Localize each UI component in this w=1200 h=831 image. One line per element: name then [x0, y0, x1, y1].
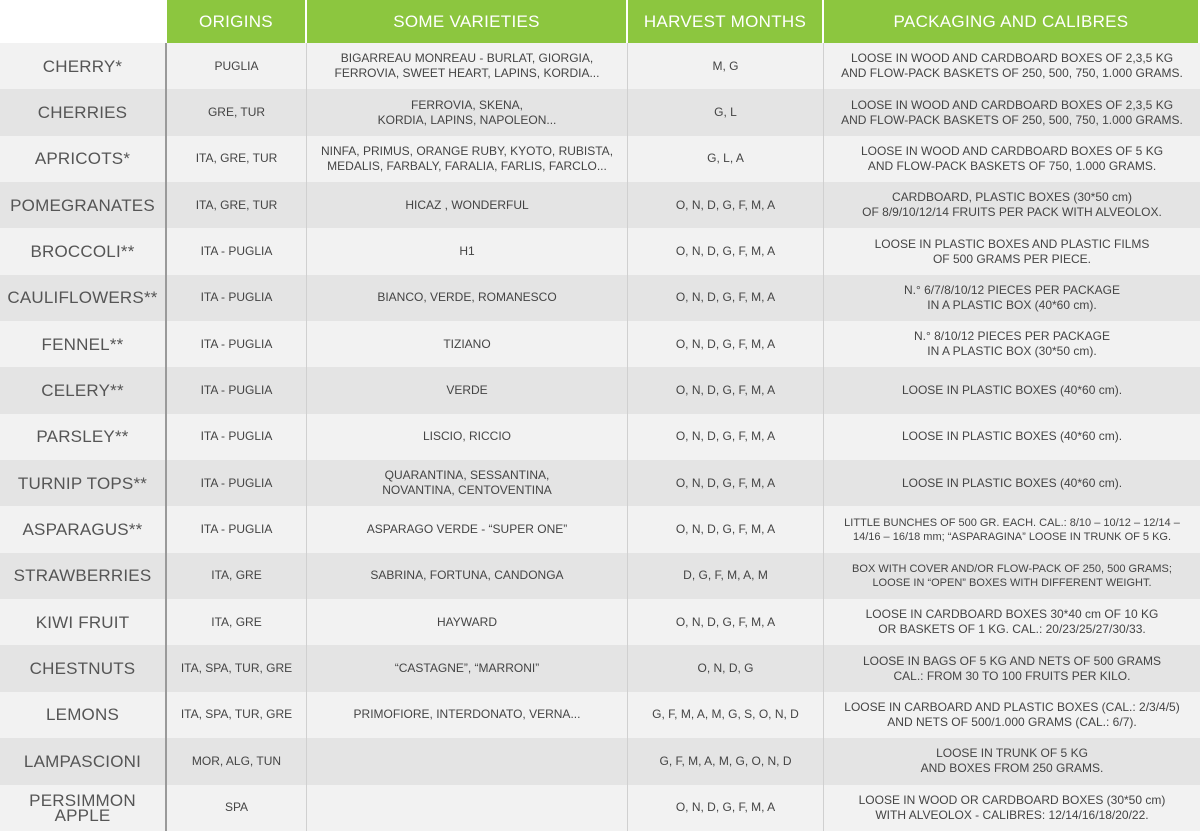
product-name: KIWI FRUIT — [0, 599, 167, 645]
packaging-cell: BOX WITH COVER AND/OR FLOW-PACK OF 250, 500 GRAMS; LOOSE IN “OPEN” BOXES WITH DIFFERENT WEIGHT. — [824, 553, 1200, 599]
varieties-cell: NINFA, PRIMUS, ORANGE RUBY, KYOTO, RUBISTA, MEDALIS, FARBALY, FARALIA, FARLIS, FARCLO... — [307, 136, 628, 182]
varieties-cell: BIGARREAU MONREAU - BURLAT, GIORGIA, FERROVIA, SWEET HEART, LAPINS, KORDIA... — [307, 43, 628, 89]
harvest-months-cell: O, N, D, G, F, M, A — [628, 460, 824, 506]
varieties-cell: H1 — [307, 228, 628, 274]
origins-cell: MOR, ALG, TUN — [167, 738, 307, 784]
packaging-cell: LOOSE IN WOOD AND CARDBOARD BOXES OF 5 KG AND FLOW-PACK BASKETS OF 750, 1.000 GRAMS. — [824, 136, 1200, 182]
origins-cell: ITA, SPA, TUR, GRE — [167, 645, 307, 691]
harvest-months-cell: O, N, D, G, F, M, A — [628, 414, 824, 460]
product-name: PARSLEY** — [0, 414, 167, 460]
origins-cell: SPA — [167, 785, 307, 831]
origins-cell: ITA - PUGLIA — [167, 414, 307, 460]
harvest-months-cell: O, N, D, G, F, M, A — [628, 275, 824, 321]
product-name: CAULIFLOWERS** — [0, 275, 167, 321]
origins-cell: ITA - PUGLIA — [167, 275, 307, 321]
product-name: STRAWBERRIES — [0, 553, 167, 599]
product-name: BROCCOLI** — [0, 228, 167, 274]
harvest-months-cell: O, N, D, G, F, M, A — [628, 228, 824, 274]
varieties-cell: VERDE — [307, 367, 628, 413]
varieties-cell: LISCIO, RICCIO — [307, 414, 628, 460]
packaging-cell: LITTLE BUNCHES OF 500 GR. EACH. CAL.: 8/10 – 10/12 – 12/14 – 14/16 – 16/18 mm; “ASPARAGINA” LOOSE IN TRUNK OF 5 KG. — [824, 506, 1200, 552]
harvest-months-cell: G, L, A — [628, 136, 824, 182]
product-name: POMEGRANATES — [0, 182, 167, 228]
harvest-months-cell: O, N, D, G, F, M, A — [628, 182, 824, 228]
product-name: CELERY** — [0, 367, 167, 413]
packaging-cell: LOOSE IN PLASTIC BOXES (40*60 cm). — [824, 414, 1200, 460]
header-origins: ORIGINS — [167, 0, 307, 43]
packaging-cell: LOOSE IN WOOD AND CARDBOARD BOXES OF 2,3,5 KG AND FLOW-PACK BASKETS OF 250, 500, 750, 1.000 GRAMS. — [824, 43, 1200, 89]
varieties-cell: FERROVIA, SKENA, KORDIA, LAPINS, NAPOLEON... — [307, 89, 628, 135]
product-name: CHERRIES — [0, 89, 167, 135]
header-varieties: SOME VARIETIES — [307, 0, 628, 43]
harvest-months-cell: D, G, F, M, A, M — [628, 553, 824, 599]
harvest-months-cell: O, N, D, G, F, M, A — [628, 599, 824, 645]
varieties-cell: HICAZ , WONDERFUL — [307, 182, 628, 228]
product-name: LAMPASCIONI — [0, 738, 167, 784]
packaging-cell: LOOSE IN PLASTIC BOXES AND PLASTIC FILMS OF 500 GRAMS PER PIECE. — [824, 228, 1200, 274]
varieties-cell: HAYWARD — [307, 599, 628, 645]
product-name: CHERRY* — [0, 43, 167, 89]
varieties-cell: ASPARAGO VERDE - “SUPER ONE” — [307, 506, 628, 552]
product-name: ASPARAGUS** — [0, 506, 167, 552]
varieties-cell — [307, 785, 628, 831]
product-name: LEMONS — [0, 692, 167, 738]
harvest-months-cell: M, G — [628, 43, 824, 89]
packaging-cell: LOOSE IN CARBOARD AND PLASTIC BOXES (CAL.: 2/3/4/5) AND NETS OF 500/1.000 GRAMS (CAL.: 6/7). — [824, 692, 1200, 738]
origins-cell: PUGLIA — [167, 43, 307, 89]
origins-cell: ITA - PUGLIA — [167, 460, 307, 506]
varieties-cell — [307, 738, 628, 784]
header-harvest-months: HARVEST MONTHS — [628, 0, 824, 43]
origins-cell: ITA, GRE — [167, 599, 307, 645]
varieties-cell: QUARANTINA, SESSANTINA, NOVANTINA, CENTOVENTINA — [307, 460, 628, 506]
packaging-cell: LOOSE IN WOOD OR CARDBOARD BOXES (30*50 cm) WITH ALVEOLOX - CALIBRES: 12/14/16/18/20/22. — [824, 785, 1200, 831]
product-name: FENNEL** — [0, 321, 167, 367]
harvest-months-cell: O, N, D, G, F, M, A — [628, 506, 824, 552]
varieties-cell: SABRINA, FORTUNA, CANDONGA — [307, 553, 628, 599]
harvest-months-cell: O, N, D, G, F, M, A — [628, 367, 824, 413]
harvest-months-cell: O, N, D, G, F, M, A — [628, 785, 824, 831]
harvest-months-cell: G, L — [628, 89, 824, 135]
packaging-cell: LOOSE IN PLASTIC BOXES (40*60 cm). — [824, 367, 1200, 413]
packaging-cell: LOOSE IN BAGS OF 5 KG AND NETS OF 500 GRAMS CAL.: FROM 30 TO 100 FRUITS PER KILO. — [824, 645, 1200, 691]
origins-cell: ITA, GRE — [167, 553, 307, 599]
header-packaging: PACKAGING AND CALIBRES — [824, 0, 1200, 43]
harvest-months-cell: G, F, M, A, M, G, S, O, N, D — [628, 692, 824, 738]
harvest-months-cell: O, N, D, G — [628, 645, 824, 691]
packaging-cell: CARDBOARD, PLASTIC BOXES (30*50 cm) OF 8/9/10/12/14 FRUITS PER PACK WITH ALVEOLOX. — [824, 182, 1200, 228]
packaging-cell: N.° 8/10/12 PIECES PER PACKAGE IN A PLASTIC BOX (30*50 cm). — [824, 321, 1200, 367]
varieties-cell: TIZIANO — [307, 321, 628, 367]
product-name: APRICOTS* — [0, 136, 167, 182]
origins-cell: ITA, SPA, TUR, GRE — [167, 692, 307, 738]
packaging-cell: LOOSE IN PLASTIC BOXES (40*60 cm). — [824, 460, 1200, 506]
harvest-months-cell: G, F, M, A, M, G, O, N, D — [628, 738, 824, 784]
product-name: TURNIP TOPS** — [0, 460, 167, 506]
header-blank-cell — [0, 0, 167, 43]
origins-cell: ITA - PUGLIA — [167, 321, 307, 367]
varieties-cell: PRIMOFIORE, INTERDONATO, VERNA... — [307, 692, 628, 738]
packaging-cell: LOOSE IN CARDBOARD BOXES 30*40 cm OF 10 KG OR BASKETS OF 1 KG. CAL.: 20/23/25/27/30/33. — [824, 599, 1200, 645]
origins-cell: ITA, GRE, TUR — [167, 136, 307, 182]
origins-cell: ITA, GRE, TUR — [167, 182, 307, 228]
origins-cell: GRE, TUR — [167, 89, 307, 135]
packaging-cell: LOOSE IN WOOD AND CARDBOARD BOXES OF 2,3,5 KG AND FLOW-PACK BASKETS OF 250, 500, 750, 1.000 GRAMS. — [824, 89, 1200, 135]
origins-cell: ITA - PUGLIA — [167, 506, 307, 552]
origins-cell: ITA - PUGLIA — [167, 228, 307, 274]
harvest-months-cell: O, N, D, G, F, M, A — [628, 321, 824, 367]
packaging-cell: LOOSE IN TRUNK OF 5 KG AND BOXES FROM 250 GRAMS. — [824, 738, 1200, 784]
varieties-cell: BIANCO, VERDE, ROMANESCO — [307, 275, 628, 321]
product-name: PERSIMMON APPLE — [0, 785, 167, 831]
packaging-cell: N.° 6/7/8/10/12 PIECES PER PACKAGE IN A PLASTIC BOX (40*60 cm). — [824, 275, 1200, 321]
origins-cell: ITA - PUGLIA — [167, 367, 307, 413]
varieties-cell: “CASTAGNE”, “MARRONI” — [307, 645, 628, 691]
product-name: CHESTNUTS — [0, 645, 167, 691]
